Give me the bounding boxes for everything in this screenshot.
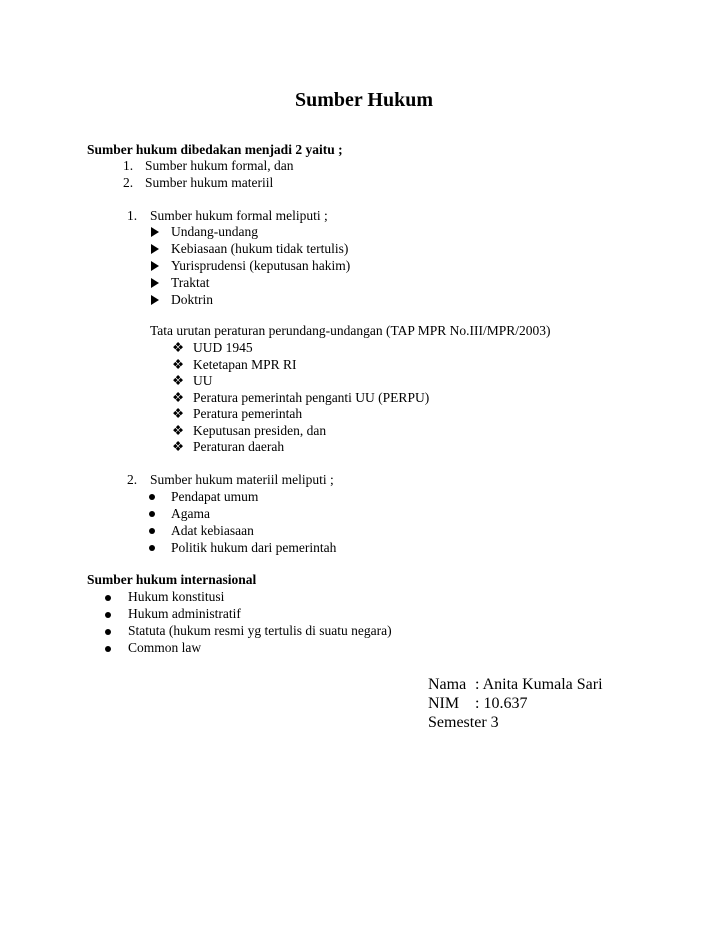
order-item: Peratura pemerintah [193,406,303,421]
arrow-bullet-icon [151,261,159,271]
order-item: Peratura pemerintah penganti UU (PERPU) [193,390,430,405]
materiil-heading: Sumber hukum materiil meliputi ; [150,472,334,487]
formal-item: Kebiasaan (hukum tidak tertulis) [171,241,349,256]
formal-num: 1. [127,208,138,223]
nim-label: NIM [428,695,460,712]
diamond-bullet-icon: ❖ [172,406,185,421]
international-item: Hukum administratif [128,606,241,621]
order-heading: Tata urutan peraturan perundang-undangan (TAP MPR No.III/MPR/2003) [150,323,551,338]
dot-bullet-icon [149,511,155,517]
arrow-bullet-icon [151,227,159,237]
order-item: Peraturan daerah [193,439,285,454]
formal-item: Undang-undang [171,224,258,239]
arrow-bullet-icon [151,244,159,254]
name-label: Nama [428,676,467,693]
formal-item: Yurisprudensi (keputusan hakim) [171,258,351,273]
arrow-bullet-icon [151,295,159,305]
materiil-item: Agama [171,506,210,521]
formal-item: Doktrin [171,292,213,307]
diamond-bullet-icon: ❖ [172,423,185,438]
materiil-num: 2. [127,472,138,487]
type-item: Sumber hukum materiil [145,175,274,190]
dot-bullet-icon [149,494,155,500]
dot-bullet-icon [105,629,111,635]
dot-bullet-icon [149,545,155,551]
international-item: Common law [128,640,202,655]
diamond-bullet-icon: ❖ [172,390,185,405]
order-item: Keputusan presiden, dan [193,423,327,438]
dot-bullet-icon [105,612,111,618]
dot-bullet-icon [105,646,111,652]
formal-item: Traktat [171,275,210,290]
materiil-item: Pendapat umum [171,489,259,504]
diamond-bullet-icon: ❖ [172,357,185,372]
international-item: Hukum konstitusi [128,589,225,604]
international-item: Statuta (hukum resmi yg tertulis di suatu negara) [128,623,392,638]
intro-text: Sumber hukum dibedakan menjadi 2 yaitu ; [87,142,343,157]
international-heading: Sumber hukum internasional [87,572,257,587]
order-item: UUD 1945 [193,340,253,355]
semester-text: Semester 3 [428,714,499,731]
type-num: 1. [123,158,134,173]
type-num: 2. [123,175,134,190]
diamond-bullet-icon: ❖ [172,439,185,454]
page-title: Sumber Hukum [294,89,433,111]
dot-bullet-icon [105,595,111,601]
arrow-bullet-icon [151,278,159,288]
diamond-bullet-icon: ❖ [172,340,185,355]
dot-bullet-icon [149,528,155,534]
type-item: Sumber hukum formal, dan [145,158,294,173]
nim-value: : 10.637 [475,695,528,712]
diamond-bullet-icon: ❖ [172,373,185,388]
order-item: UU [193,373,213,388]
materiil-item: Adat kebiasaan [171,523,254,538]
formal-heading: Sumber hukum formal meliputi ; [150,208,328,223]
order-item: Ketetapan MPR RI [193,357,297,372]
name-value: : Anita Kumala Sari [475,676,603,693]
materiil-item: Politik hukum dari pemerintah [171,540,337,555]
